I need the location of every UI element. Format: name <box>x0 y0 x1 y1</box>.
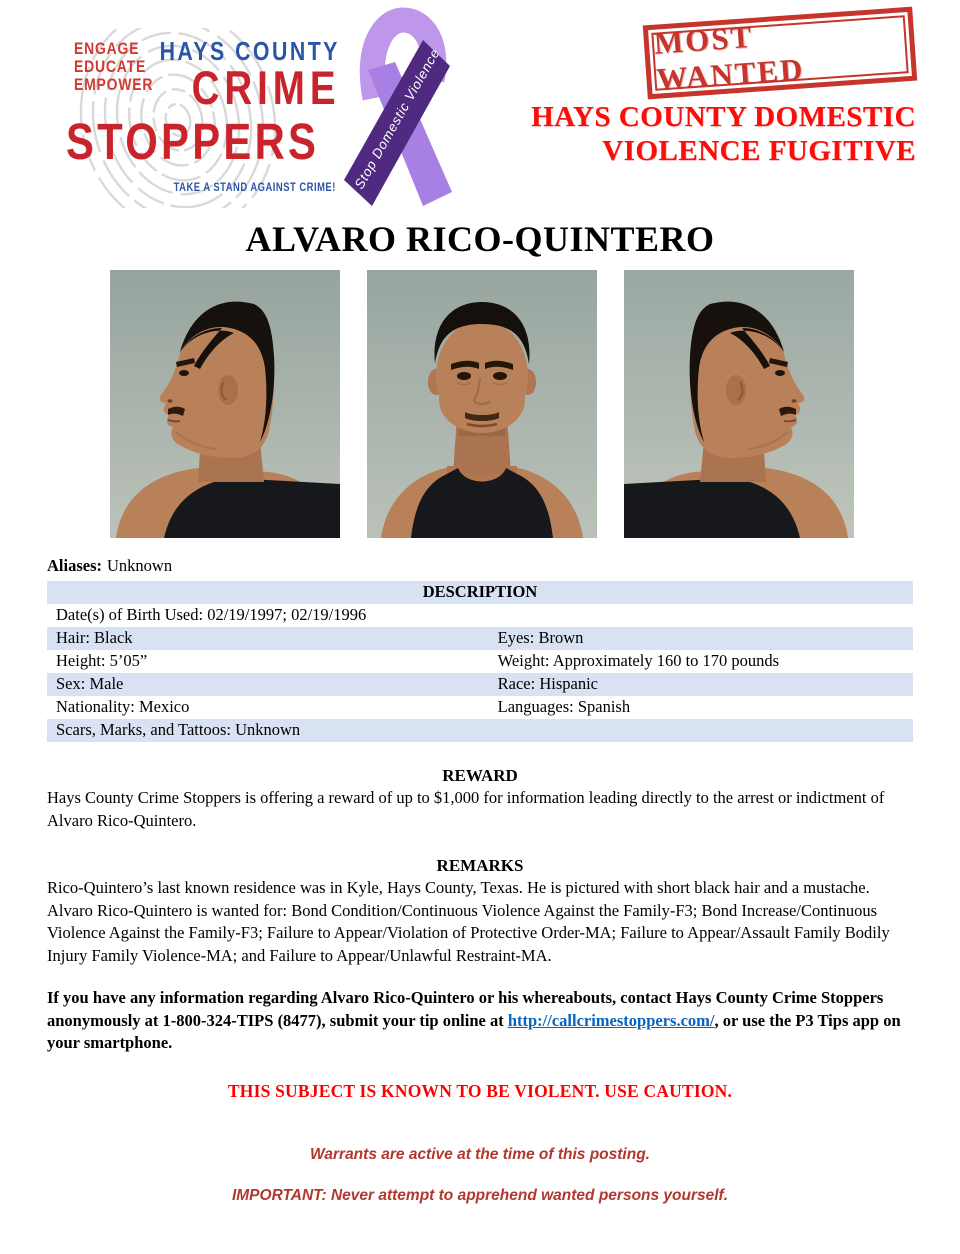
mugshot-left-profile <box>110 270 340 538</box>
aliases-label: Aliases: <box>47 556 102 575</box>
fugitive-subtitle <box>436 100 916 168</box>
logo-hays-county: HAYS COUNTY <box>159 36 340 66</box>
aliases-line <box>47 556 913 576</box>
mugshot-right-profile <box>624 270 854 538</box>
description-table <box>47 581 913 742</box>
warrants-note: Warrants are active at the time of this posting. <box>310 1145 650 1163</box>
logo-crime: CRIME <box>191 61 340 114</box>
mugshot-row <box>110 270 854 538</box>
contact-text-after: , or use the P3 Tips app on your smartphone. <box>47 1010 901 1052</box>
table-row: Nationality: Mexico Languages: Spanish <box>56 697 631 716</box>
table-row: Hair: Black Eyes: Brown <box>47 627 913 650</box>
logo-tagline: TAKE A STAND AGAINST CRIME! <box>173 182 336 194</box>
table-row: Height: 5’05” Weight: Approximately 160 to 170 pounds <box>56 651 780 670</box>
description-title: DESCRIPTION <box>422 582 538 601</box>
most-wanted-stamp-text: MOST WANTED <box>651 15 908 91</box>
table-row: Date(s) of Birth Used: 02/19/1997; 02/19/1996 <box>56 605 367 624</box>
subtitle-line-1: HAYS COUNTY DOMESTIC <box>531 101 916 133</box>
remarks-text: Rico-Quintero’s last known residence was in Kyle, Hays County, Texas. He is pictured with short black hair and a mustache. Alvaro Rico-Quintero is wanted for: Bond Condition/Continuous Violence Against the Family-F3; Bond Increase/Continuous Violence Against the Family-F3; Failure to Appear/Violation of Protective Order-MA; Failure to Appear/Assault Family Bodily Injury Family Violence-MA; and Failure to Appear/Unlawful Restraint-MA. <box>47 878 890 965</box>
aliases-value: Unknown <box>107 556 173 575</box>
subtitle-line-2: VIOLENCE FUGITIVE <box>602 135 916 167</box>
remarks-heading: REMARKS <box>436 856 524 875</box>
poster-body <box>47 556 913 1205</box>
contact-text-before: If you have any information regarding Alvaro Rico-Quintero or his whereabouts, contact Hays County Crime Stoppers anonymously at 1-800-324-TIPS (8477), submit your tip online at <box>47 988 884 1030</box>
logo-motto: ENGAGE EDUCATE EMPOWER <box>74 39 154 94</box>
important-note: IMPORTANT: Never attempt to apprehend wanted persons yourself. <box>231 1186 729 1204</box>
mugshot-front <box>367 270 597 538</box>
violent-caution-text: THIS SUBJECT IS KNOWN TO BE VIOLENT. USE CAUTION. <box>227 1080 733 1101</box>
crime-stoppers-link[interactable]: http://callcrimestoppers.com/ <box>507 1010 715 1030</box>
most-wanted-stamp <box>643 7 918 100</box>
reward-text: Hays County Crime Stoppers is offering a reward of up to $1,000 for information leading directly to the arrest or indictment of Alvaro Rico-Quintero. <box>47 788 885 830</box>
ribbon-text: Stop Domestic Violence <box>351 46 443 192</box>
table-row: Scars, Marks, and Tattoos: Unknown <box>47 719 913 742</box>
description-header-row <box>47 581 913 604</box>
reward-heading: REWARD <box>442 766 518 785</box>
contact-paragraph <box>47 987 913 1055</box>
logo-stoppers: STOPPERS <box>66 113 320 170</box>
crime-stoppers-logo <box>58 28 340 208</box>
fugitive-name: ALVARO RICO-QUINTERO <box>245 219 715 259</box>
table-row: Sex: Male Race: Hispanic <box>47 673 913 696</box>
